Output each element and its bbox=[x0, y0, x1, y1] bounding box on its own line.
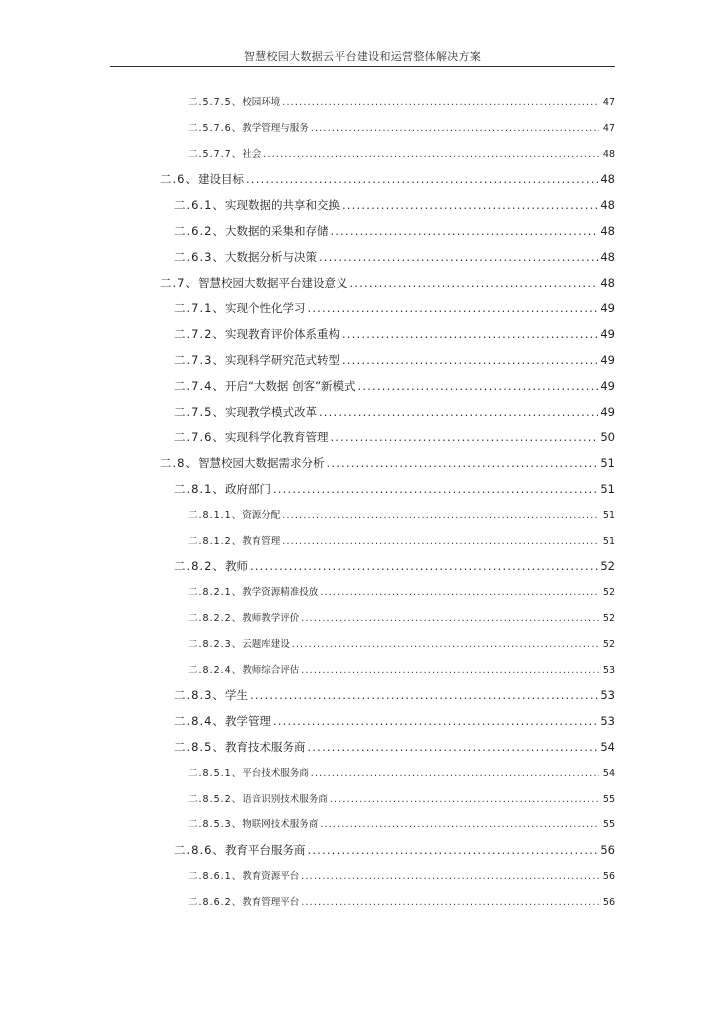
toc-entry-number: 二.5.7.7、 bbox=[188, 148, 243, 160]
toc-entry-number: 二.8.1.2、 bbox=[188, 535, 243, 547]
toc-entry-page-number: 53 bbox=[600, 688, 615, 703]
toc-entry-number: 二.7.5、 bbox=[174, 404, 225, 419]
toc-entry[interactable] bbox=[174, 249, 615, 265]
toc-entry-page-number: 50 bbox=[600, 430, 615, 445]
toc-entry[interactable] bbox=[188, 120, 615, 134]
toc-entry[interactable] bbox=[174, 300, 615, 316]
toc-entry-page-number: 55 bbox=[602, 793, 615, 805]
toc-entry-number: 二.8.4、 bbox=[174, 714, 225, 729]
toc-entry-title: 实现科学化教育管理 bbox=[224, 430, 329, 445]
toc-entry-page-number: 51 bbox=[600, 482, 615, 496]
toc-entry[interactable] bbox=[188, 816, 615, 830]
toc-leader-dots bbox=[301, 897, 599, 908]
toc-entry[interactable] bbox=[174, 481, 615, 497]
toc-entry-number: 二.8.2.4、 bbox=[188, 664, 243, 676]
toc-leader-dots bbox=[301, 613, 599, 624]
toc-entry[interactable] bbox=[188, 94, 615, 108]
toc-entry-title: 实现教学模式改革 bbox=[224, 404, 317, 419]
toc-entry-number: 二.8.1.1、 bbox=[188, 509, 243, 521]
toc-entry-page-number: 52 bbox=[602, 638, 615, 650]
toc-entry-page-number: 48 bbox=[602, 148, 615, 160]
toc-entry-page-number: 48 bbox=[600, 275, 615, 290]
toc-leader-dots bbox=[320, 819, 599, 830]
toc-leader-dots bbox=[307, 843, 598, 857]
toc-entry-title: 大数据的采集和存储 bbox=[224, 224, 329, 238]
toc-leader-dots bbox=[246, 172, 598, 186]
toc-entry-title: 校园环境 bbox=[242, 97, 281, 108]
toc-entry-title: 云题库建设 bbox=[242, 638, 290, 650]
toc-entry[interactable] bbox=[188, 533, 615, 547]
toc-leader-dots bbox=[342, 353, 598, 367]
toc-entry[interactable] bbox=[174, 739, 615, 755]
toc-entry-page-number: 51 bbox=[602, 509, 615, 521]
toc-entry-number: 二.5.7.6、 bbox=[188, 122, 243, 134]
toc-entry-number: 二.8.5、 bbox=[174, 740, 225, 754]
toc-leader-dots bbox=[311, 768, 599, 779]
toc-leader-dots bbox=[319, 250, 598, 264]
toc-entry-title: 语音识别技术服务商 bbox=[242, 793, 328, 805]
toc-entry[interactable] bbox=[174, 197, 615, 213]
toc-entry-page-number: 51 bbox=[600, 456, 615, 471]
toc-entry-title: 教育管理 bbox=[242, 535, 281, 547]
toc-entry[interactable] bbox=[174, 352, 615, 368]
toc-entry-title: 教育技术服务商 bbox=[224, 740, 306, 754]
toc-entry-page-number: 47 bbox=[602, 97, 615, 108]
toc-leader-dots bbox=[250, 559, 598, 573]
toc-entry-title: 教育管理平台 bbox=[242, 896, 300, 908]
toc-entry-page-number: 53 bbox=[602, 664, 615, 676]
toc-entry[interactable] bbox=[160, 171, 615, 187]
toc-entry-title: 教育资源平台 bbox=[242, 871, 300, 882]
toc-entry-number: 二.8.5.2、 bbox=[188, 793, 243, 805]
toc-entry[interactable] bbox=[188, 868, 615, 882]
toc-leader-dots bbox=[282, 97, 599, 108]
toc-leader-dots bbox=[282, 536, 599, 547]
toc-leader-dots bbox=[307, 301, 598, 315]
toc-entry-number: 二.7.3、 bbox=[174, 353, 225, 367]
toc-entry-title: 实现数据的共享和交换 bbox=[224, 198, 340, 213]
toc-leader-dots bbox=[326, 456, 598, 470]
toc-entry-title: 教师综合评估 bbox=[242, 664, 300, 676]
toc-entry-number: 二.6.2、 bbox=[174, 224, 225, 238]
toc-leader-dots bbox=[282, 510, 599, 521]
toc-entry-number: 二.7.2、 bbox=[174, 327, 225, 342]
toc-entry-page-number: 54 bbox=[602, 767, 615, 779]
toc-entry[interactable] bbox=[174, 223, 615, 239]
toc-entry-page-number: 47 bbox=[602, 122, 615, 134]
toc-entry[interactable] bbox=[188, 662, 615, 676]
toc-entry-title: 大数据分析与决策 bbox=[224, 249, 317, 264]
toc-leader-dots bbox=[342, 327, 598, 341]
toc-leader-dots bbox=[273, 482, 598, 496]
toc-leader-dots bbox=[292, 639, 599, 650]
toc-leader-dots bbox=[307, 740, 598, 754]
toc-entry-number: 二.6.3、 bbox=[174, 249, 225, 264]
toc-entry[interactable] bbox=[174, 429, 615, 445]
toc-entry-page-number: 49 bbox=[600, 353, 615, 367]
toc-entry-page-number: 52 bbox=[602, 613, 615, 624]
toc-leader-dots bbox=[330, 794, 599, 805]
toc-entry-title: 教学管理 bbox=[224, 714, 271, 729]
toc-entry-number: 二.8.3、 bbox=[174, 688, 225, 703]
toc-entry-title: 教育平台服务商 bbox=[224, 843, 306, 858]
toc-entry[interactable] bbox=[188, 765, 615, 779]
toc-entry[interactable] bbox=[160, 455, 615, 471]
toc-entry-number: 二.8.6、 bbox=[174, 843, 225, 858]
toc-entry-title: 教师 bbox=[224, 559, 248, 574]
toc-entry-page-number: 55 bbox=[602, 819, 615, 831]
toc-entry-number: 二.8.2.3、 bbox=[188, 638, 243, 650]
toc-entry-number: 二.8.5.1、 bbox=[188, 767, 243, 779]
toc-entry-title: 实现个性化学习 bbox=[224, 301, 306, 316]
toc-entry[interactable] bbox=[188, 146, 615, 160]
toc-entry-page-number: 49 bbox=[600, 301, 615, 316]
toc-entry-page-number: 53 bbox=[600, 714, 615, 729]
toc-entry-title: 教学管理与服务 bbox=[242, 122, 309, 134]
page-header-title: 智慧校园大数据云平台建设和运营整体解决方案 bbox=[243, 50, 482, 63]
toc-entry[interactable] bbox=[188, 610, 615, 624]
toc-entry-title: 智慧校园大数据需求分析 bbox=[197, 456, 325, 471]
toc-leader-dots bbox=[273, 714, 598, 728]
toc-entry-number: 二.8.6.2、 bbox=[188, 896, 243, 908]
toc-entry-title: 政府部门 bbox=[224, 482, 271, 496]
toc-entry-title: 智慧校园大数据平台建设意义 bbox=[197, 275, 348, 290]
toc-entry-title: 教学资源精准投放 bbox=[242, 587, 319, 599]
toc-entry-page-number: 49 bbox=[600, 404, 615, 419]
toc-entry-page-number: 48 bbox=[600, 172, 615, 187]
toc-entry[interactable] bbox=[174, 404, 615, 420]
toc-entry-page-number: 49 bbox=[600, 378, 615, 393]
toc-entry-number: 二.7、 bbox=[160, 275, 198, 290]
toc-entry-number: 二.8.6.1、 bbox=[188, 871, 243, 882]
toc-leader-dots bbox=[250, 688, 598, 702]
toc-entry-number: 二.6.1、 bbox=[174, 198, 225, 213]
toc-entry[interactable] bbox=[188, 636, 615, 650]
toc-leader-dots bbox=[319, 405, 598, 419]
toc-leader-dots bbox=[301, 665, 599, 676]
toc-entry[interactable] bbox=[174, 687, 615, 703]
toc-leader-dots bbox=[311, 123, 599, 134]
toc-entry-page-number: 56 bbox=[600, 843, 615, 858]
toc-leader-dots bbox=[320, 587, 599, 598]
toc-entry-title: 物联网技术服务商 bbox=[242, 819, 319, 831]
toc-entry[interactable] bbox=[188, 584, 615, 598]
toc-entry-number: 二.8.1、 bbox=[174, 482, 225, 496]
toc-entry-number: 二.7.6、 bbox=[174, 430, 225, 445]
toc-entry-number: 二.8.2.2、 bbox=[188, 613, 243, 624]
toc-entry[interactable] bbox=[188, 791, 615, 805]
toc-entry-title: 实现教育评价体系重构 bbox=[224, 327, 340, 342]
toc-entry-page-number: 49 bbox=[600, 327, 615, 342]
toc-entry-page-number: 52 bbox=[602, 587, 615, 599]
toc-entry-number: 二.8.5.3、 bbox=[188, 819, 243, 831]
toc-entry-title: 资源分配 bbox=[242, 509, 281, 521]
toc-leader-dots bbox=[263, 149, 599, 160]
toc-entry-page-number: 48 bbox=[600, 249, 615, 264]
toc-entry-title: 开启“大数据 创客”新模式 bbox=[224, 378, 356, 393]
toc-entry-page-number: 56 bbox=[602, 871, 615, 882]
toc-entry-title: 实现科学研究范式转型 bbox=[224, 353, 340, 367]
header-divider bbox=[110, 66, 615, 67]
toc-entry-page-number: 56 bbox=[602, 896, 615, 908]
toc-entry[interactable] bbox=[174, 713, 615, 729]
toc-leader-dots bbox=[358, 379, 599, 393]
toc-leader-dots bbox=[349, 276, 598, 290]
toc-entry-title: 建设目标 bbox=[197, 172, 244, 187]
toc-entry-number: 二.8、 bbox=[160, 456, 198, 471]
toc-entry[interactable] bbox=[174, 842, 615, 858]
toc-leader-dots bbox=[301, 871, 599, 882]
toc-entry-number: 二.7.1、 bbox=[174, 301, 225, 316]
toc-entry-title: 平台技术服务商 bbox=[242, 767, 309, 779]
toc-leader-dots bbox=[330, 224, 598, 238]
toc-entry-number: 二.8.2.1、 bbox=[188, 587, 243, 599]
toc-entry-title: 社会 bbox=[242, 148, 262, 160]
toc-entry-number: 二.6、 bbox=[160, 172, 198, 187]
toc-entry-number: 二.5.7.5、 bbox=[188, 97, 243, 108]
toc-entry-page-number: 48 bbox=[600, 198, 615, 213]
toc-entry-number: 二.7.4、 bbox=[174, 378, 225, 393]
toc-entry[interactable] bbox=[174, 558, 615, 574]
toc-entry[interactable] bbox=[160, 275, 615, 291]
toc-entry-page-number: 51 bbox=[602, 535, 615, 547]
toc-entry[interactable] bbox=[174, 378, 615, 394]
toc-entry-number: 二.8.2、 bbox=[174, 559, 225, 574]
toc-entry-page-number: 54 bbox=[600, 740, 615, 754]
toc-entry[interactable] bbox=[174, 326, 615, 342]
toc-entry-title: 教师教学评价 bbox=[242, 613, 300, 624]
toc-entry[interactable] bbox=[188, 894, 615, 908]
toc-entry-page-number: 52 bbox=[600, 559, 615, 574]
toc-entry-title: 学生 bbox=[224, 688, 248, 703]
toc-leader-dots bbox=[330, 430, 598, 444]
toc-entry-page-number: 48 bbox=[600, 224, 615, 238]
toc-leader-dots bbox=[342, 198, 598, 212]
toc-entry[interactable] bbox=[188, 507, 615, 521]
